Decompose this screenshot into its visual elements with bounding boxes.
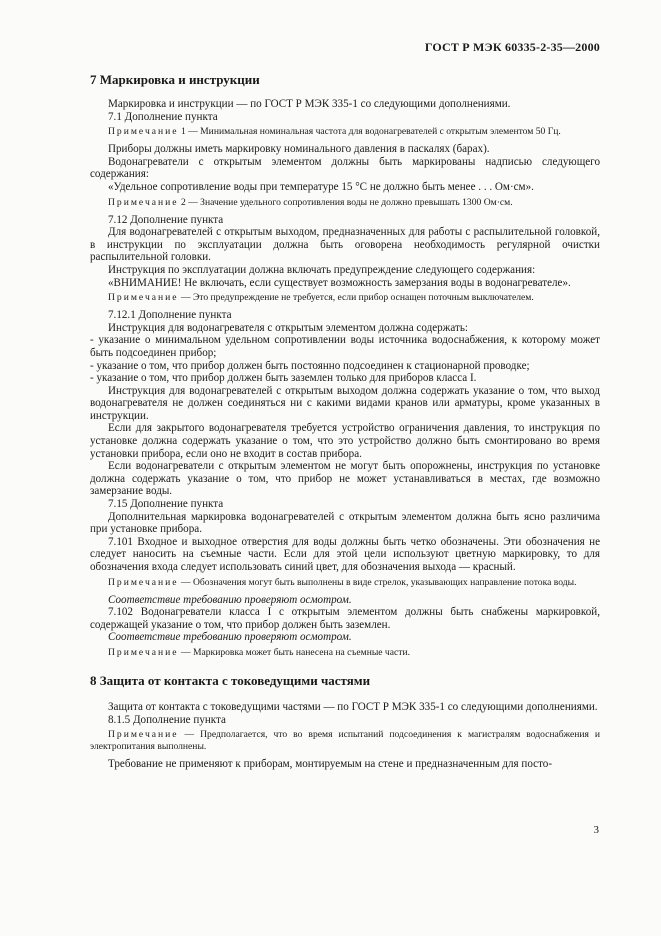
clause-7-12-1: 7.12.1 Дополнение пункта	[108, 309, 232, 322]
standard-header: ГОСТ Р МЭК 60335-2-35—2000	[424, 40, 600, 54]
page-number: 3	[593, 824, 599, 836]
note-7-102	[90, 647, 600, 659]
note-text: — Маркировка может быть нанесена на съемные части.	[178, 646, 410, 658]
para-7-12-a: Для водонагревателей с открытым выходом, предназначенных для работы с распылительной головкой, в инструкции по эксплуатации должна быть оговорена необходимость регулярной очистки распылительной головки.	[90, 226, 600, 264]
para-7-1-c: «Удельное сопротивление воды при температуре 15 °С не должно быть менее . . . Ом·см».	[108, 180, 534, 193]
note-7-1-1	[90, 126, 600, 138]
clause-7-12: 7.12 Дополнение пункта	[108, 213, 224, 226]
list-item: - указание о минимальном удельном сопротивлении воды источника водоснабжения, к которому может быть подсоединен прибор;	[90, 334, 600, 359]
note-text: — Предполагается, что во время испытаний подсоединения к магистралям водоснабжения и электропитания выполнены.	[90, 729, 600, 753]
note-label: Примечание	[108, 196, 179, 208]
page-content	[90, 72, 600, 771]
clause-8-1-5: 8.1.5 Дополнение пункта	[108, 713, 226, 726]
note-text: — Это предупреждение не требуется, если прибор оснащен поточным выключателем.	[178, 292, 534, 304]
note-label: Примечание	[108, 292, 179, 304]
para-7-12-c: «ВНИМАНИЕ! Не включать, если существует возможность замерзания воды в водонагревателе».	[108, 276, 571, 289]
para-7-15: Дополнительная маркировка водонагревателей с открытым элементом должна быть ясно различима при установке прибора.	[90, 510, 600, 536]
section-7-intro: Маркировка и инструкции — по ГОСТ Р МЭК 335-1 со следующими дополнениями.	[108, 98, 511, 110]
list-item: - указание о том, что прибор должен быть заземлен только для приборов класса I.	[90, 372, 477, 385]
note-7-101	[90, 577, 600, 589]
section-7-title: 7 Маркировка и инструкции	[90, 72, 260, 87]
note-text: — Обозначения могут быть выполнены в виде стрелок, указывающих направление потока воды.	[178, 576, 577, 588]
clause-7-102: 7.102 Водонагреватели класса I с открытым элементом должны быть снабжены маркировкой, содержащей указание о том, что прибор должен быть заземлен.	[90, 606, 600, 631]
note-label: Примечание	[108, 646, 179, 658]
compliance-check: Соответствие требованию проверяют осмотром.	[108, 593, 352, 606]
section-8-intro: Защита от контакта с токоведущими частями — по ГОСТ Р МЭК 335-1 со следующими дополнениями.	[108, 700, 598, 713]
section-8-title: 8 Защита от контакта с токоведущими частями	[90, 672, 371, 688]
para-7-12-1-c: Если для закрытого водонагревателя требуется устройство ограничения давления, то инструкция по установке должна содержать указание о том, что это устройство должно быть смонтировано во время установки прибора, если оно не входит в состав прибора.	[90, 422, 600, 460]
note-label: Примечание	[108, 729, 179, 741]
note-text: 2 — Значение удельного сопротивления воды не должно превышать 1300 Ом·см.	[178, 196, 513, 208]
note-label: Примечание	[108, 126, 179, 138]
para-7-1-b: Водонагреватели с открытым элементом должны быть маркированы надписью следующего содержания:	[90, 155, 600, 181]
compliance-check: Соответствие требованию проверяют осмотром.	[108, 631, 352, 644]
para-7-12-b: Инструкция по эксплуатации должна включать предупреждение следующего содержания:	[108, 263, 536, 276]
note-label: Примечание	[108, 576, 179, 588]
note-7-1-2	[90, 197, 600, 209]
clause-7-1: 7.1 Дополнение пункта	[108, 110, 218, 123]
note-text: 1 — Минимальная номинальная частота для водонагревателей с открытым элементом 50 Гц.	[178, 126, 561, 138]
note-7-12	[90, 292, 600, 304]
para-8-1-5: Требование не применяют к приборам, монтируемым на стене и предназначенным для посто-	[108, 758, 553, 771]
clause-7-15: 7.15 Дополнение пункта	[108, 498, 224, 511]
list-item: - указание о том, что прибор должен быть постоянно подсоединен к стационарной проводке;	[90, 359, 530, 372]
para-7-12-1-b: Инструкция для водонагревателей с открытым выходом должна содержать указание о том, что выход водонагревателя не должен соединяться ни с какими видами кранов или арматуры, кроме указанных в инструкции.	[90, 384, 600, 422]
para-7-1-a: Приборы должны иметь маркировку номинального давления в паскалях (барах).	[108, 143, 490, 156]
clause-7-101: 7.101 Входное и выходное отверстия для воды должны быть четко обозначены. Эти обозначения не следует наносить на съемные части. Если для этой цели используют цветную маркировку, то для обозначения входа следует использовать синий цвет, для обозначения выхода — красный.	[90, 535, 600, 573]
note-8-1-5	[90, 729, 600, 753]
para-7-12-1-d: Если водонагреватели с открытым элементом не могут быть опорожнены, инструкция по установке должна содержать указание о том, что прибор не может устанавливаться в местах, где возможно замерзание воды.	[90, 460, 600, 498]
para-7-12-1-a: Инструкция для водонагревателя с открытым элементом должна содержать:	[108, 321, 468, 334]
